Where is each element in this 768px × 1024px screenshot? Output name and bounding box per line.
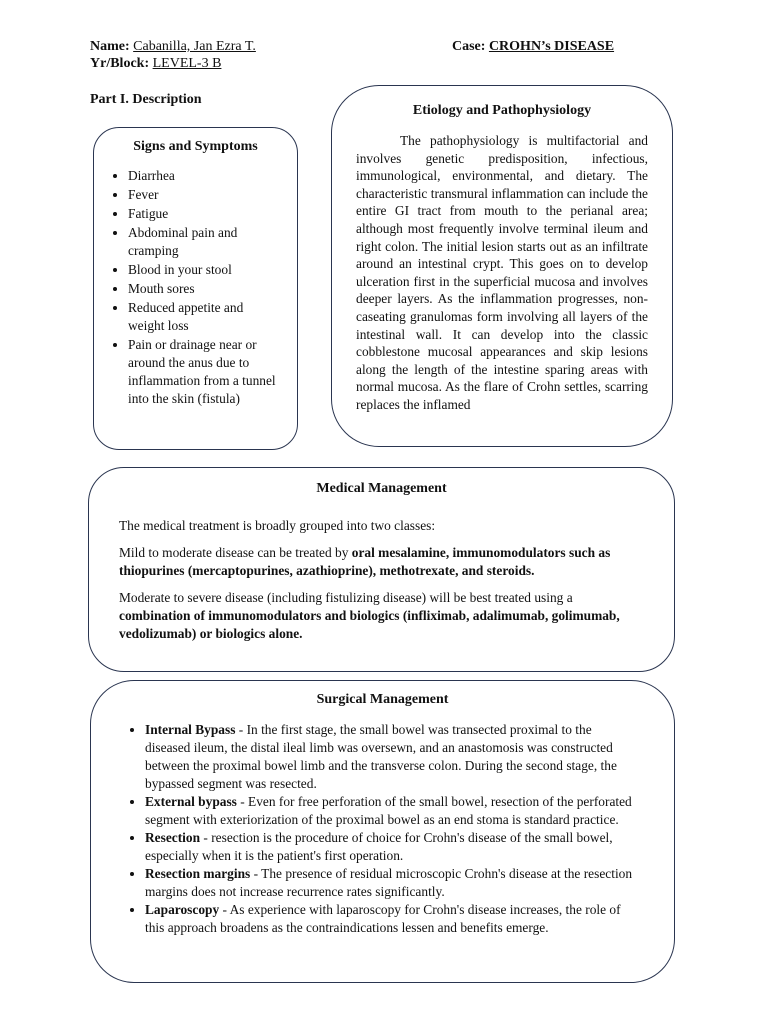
medical-mild: [119, 544, 638, 580]
surgical-desc: - The presence of residual microscopic Crohn's disease at the resection margins does not increase recurrence rates significantly.: [145, 866, 633, 899]
medical-mild-text: Mild to moderate disease can be treated by: [119, 545, 352, 560]
yrblock-label: Yr/Block:: [90, 56, 150, 71]
list-item: • Abdominal pain and cramping: [128, 224, 278, 261]
case-value: CROHN’s DISEASE: [488, 39, 615, 54]
etiology-body: The pathophysiology is multifactorial and involves genetic predisposition, infectious, immunological, environmental, and dietary. The characteristic transmural inflammation can include the entire GI tract from mouth to the perianal area; although most frequently involve terminal ileum and right colon. The initial lesion starts out as an infiltrate around an intestinal crypt. This goes on to develop ulceration first in the superficial mucosa and involves deeper layers. As the inflammation progresses, non-caseating granulomas form involving all layers of the intestinal wall. It can develop into the classic cobblestone mucosal appearances and skip lesions along the length of the intestine sparing areas with normal mucosa. As the flare of Crohn settles, scarring replaces the inflamed: [356, 133, 648, 412]
medical-box: [88, 467, 675, 672]
medical-severe-text: Moderate to severe disease (including fistulizing disease) will be best treated using a: [119, 590, 573, 605]
list-item: [145, 793, 635, 829]
list-item: • Reduced appetite and weight loss: [128, 299, 278, 336]
list-item: • Pain or drainage near or around the anus due to inflammation from a tunnel into the skin (fistula): [128, 336, 278, 409]
surgical-desc: - In the first stage, the small bowel was transected proximal to the diseased ileum, the distal ileal limb was oversewn, and an anastomosis was constructed between the proximal bowel limb and the transverse colon. During the second stage, the bypassed segment was resected.: [145, 722, 617, 791]
list-item: [145, 901, 635, 937]
surgical-term: Laparoscopy: [145, 902, 220, 917]
surgical-list: [91, 721, 635, 937]
etiology-title: Etiology and Pathophysiology: [412, 103, 592, 118]
surgical-desc: - As experience with laparoscopy for Crohn's disease increases, the role of this approach broadens as the contraindications lessen and benefits emerge.: [145, 902, 621, 935]
list-item: • Blood in your stool: [128, 261, 278, 280]
surgical-box: [90, 680, 675, 983]
surgical-desc: - Even for free perforation of the small bowel, resection of the perforated segment with exteriorization of the proximal bowel as an end stoma is standard practice.: [145, 794, 632, 827]
medical-mild-drugs: oral mesalamine, immunomodulators such as thiopurines (mercaptopurines, azathioprine), methotrexate, and steroids.: [119, 545, 611, 578]
case-line: [452, 38, 614, 56]
list-item: • Diarrhea: [128, 167, 278, 186]
list-item: [145, 865, 635, 901]
name-line: [90, 38, 256, 56]
list-item: • Fever: [128, 186, 278, 205]
surgical-term: Internal Bypass: [145, 722, 236, 737]
surgical-term: Resection margins: [145, 866, 251, 881]
medical-intro: The medical treatment is broadly grouped into two classes:: [119, 518, 436, 533]
list-item: • Fatigue: [128, 205, 278, 224]
surgical-desc: - resection is the procedure of choice for Crohn's disease of the small bowel, especially when it is the patient's first operation.: [145, 830, 613, 863]
part-title: Part I. Description: [90, 92, 202, 107]
signs-box: [93, 127, 298, 450]
list-item: [145, 721, 635, 793]
etiology-box: [331, 85, 673, 447]
medical-severe: [119, 589, 638, 643]
signs-list: [94, 167, 278, 409]
signs-title: Signs and Symptoms: [133, 139, 258, 154]
surgical-term: External bypass: [145, 794, 237, 809]
name-label: Name:: [90, 39, 130, 54]
case-label: Case:: [452, 39, 486, 54]
list-item: [145, 829, 635, 865]
yrblock-line: [90, 55, 221, 73]
medical-severe-drugs: combination of immunomodulators and biologics (infliximab, adalimumab, golimumab, vedolizumab) or biologics alone.: [119, 608, 620, 641]
medical-body: [119, 517, 638, 643]
yrblock-value: LEVEL-3 B: [152, 56, 222, 71]
name-value: Cabanilla, Jan Ezra T.: [133, 39, 256, 54]
medical-title: Medical Management: [316, 481, 447, 496]
list-item: • Mouth sores: [128, 280, 278, 299]
surgical-term: Resection: [145, 830, 201, 845]
surgical-title: Surgical Management: [316, 692, 449, 707]
